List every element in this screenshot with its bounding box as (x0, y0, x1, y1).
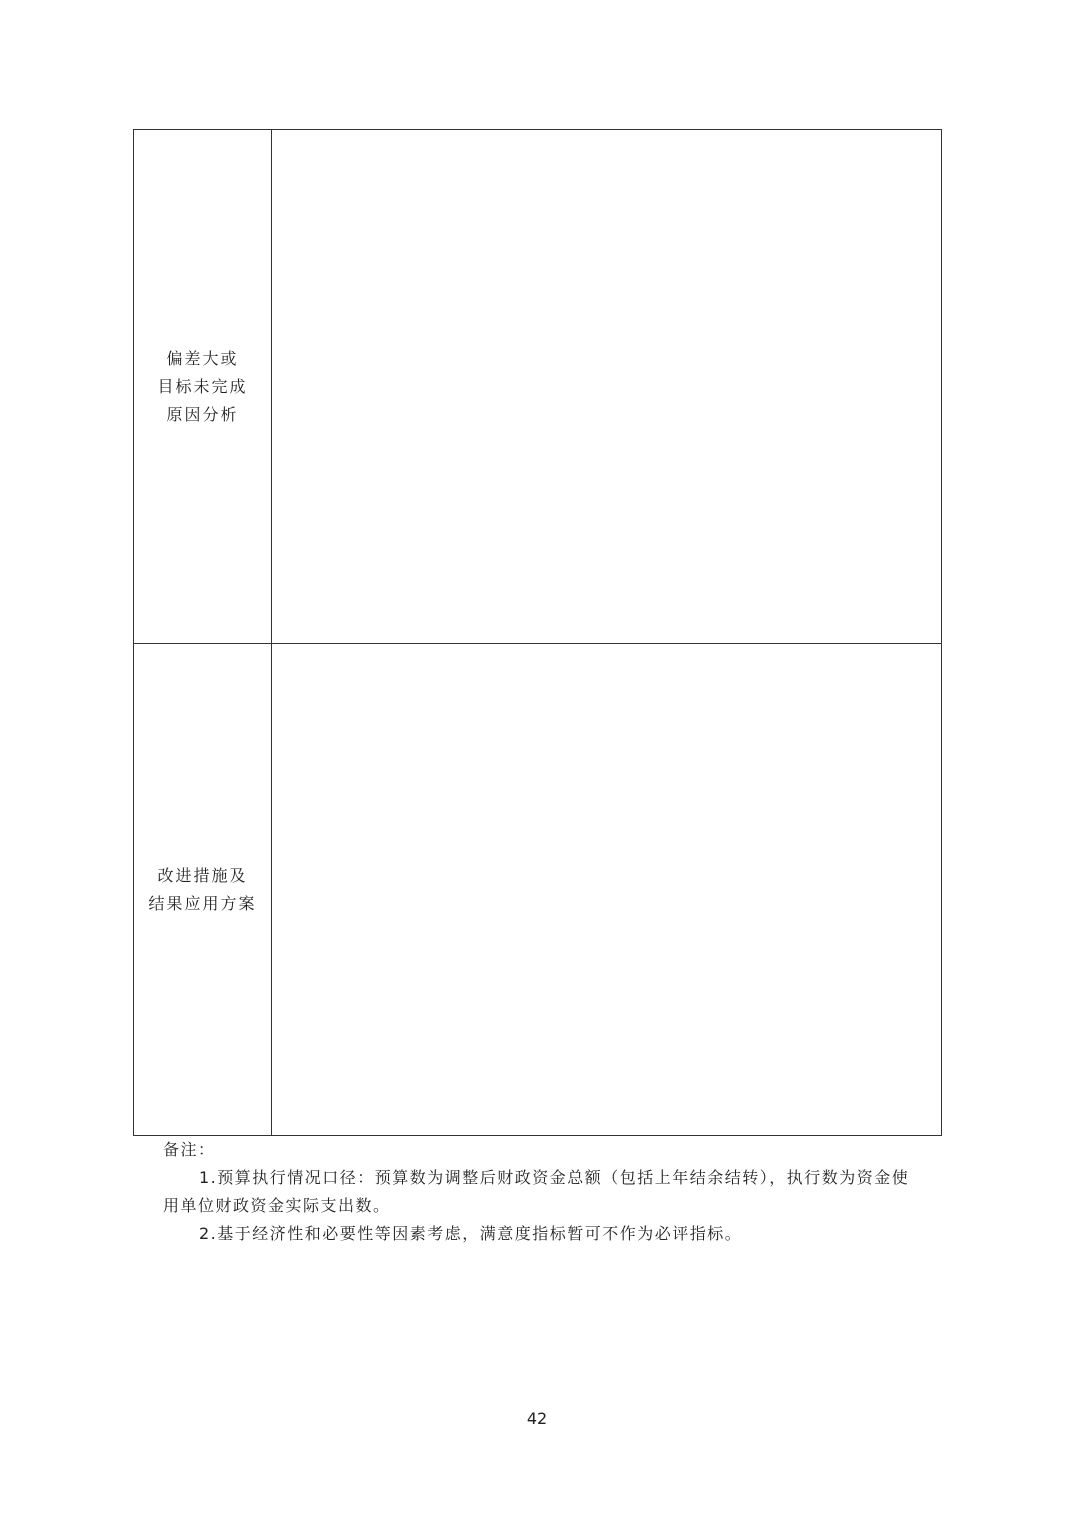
notes-section (163, 1136, 923, 1248)
page-number: 42 (526, 1409, 548, 1428)
table-row (134, 644, 942, 1136)
label-line: 结果应用方案 (148, 893, 257, 913)
improvement-plan-content-cell (272, 644, 942, 1136)
improvement-plan-label-cell (134, 644, 272, 1136)
label-line: 目标未完成 (157, 376, 248, 396)
notes-title: 备注： (163, 1140, 216, 1159)
label-line: 偏差大或 (166, 348, 239, 368)
note-item: 2.基于经济性和必要性等因素考虑，满意度指标暂可不作为必评指标。 (199, 1224, 743, 1243)
label-line: 原因分析 (166, 404, 239, 424)
deviation-analysis-label-cell (134, 130, 272, 644)
label-line: 改进措施及 (157, 865, 248, 885)
deviation-analysis-content-cell (272, 130, 942, 644)
table-row (134, 130, 942, 644)
note-item: 1.预算执行情况口径：预算数为调整后财政资金总额（包括上年结余结转），执行数为资金使用单位财政资金实际支出数。 (163, 1168, 910, 1215)
evaluation-table (133, 129, 942, 1136)
